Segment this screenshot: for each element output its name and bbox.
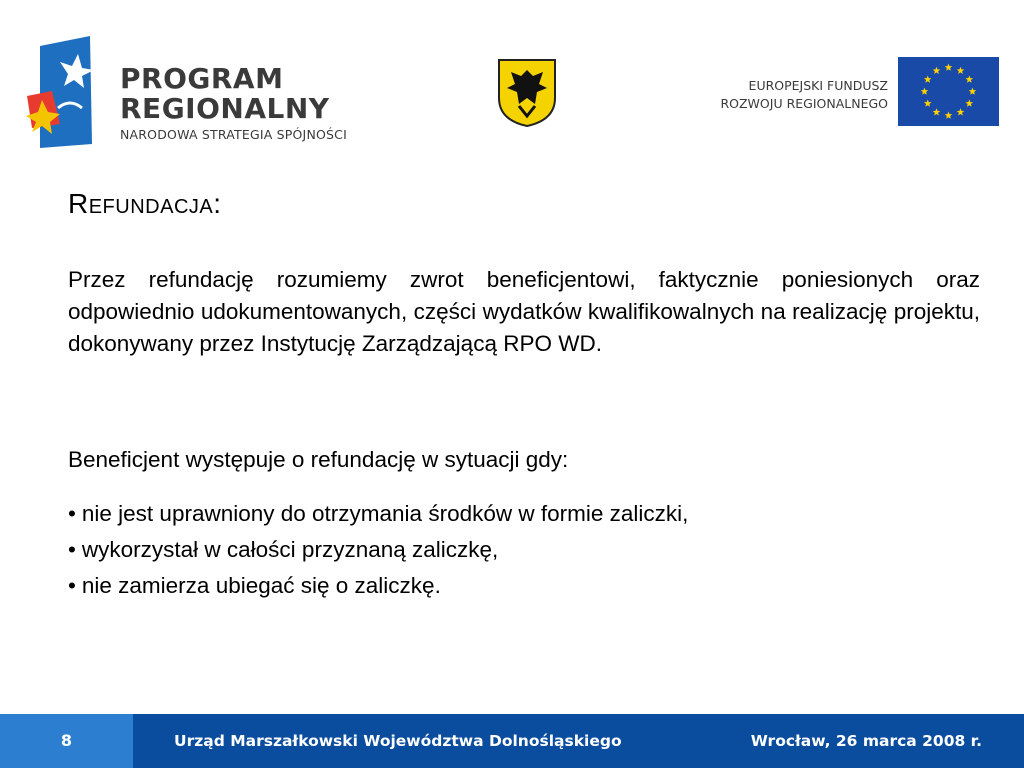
slide-title: Refundacja:: [68, 188, 222, 219]
page-number: 8: [0, 714, 133, 768]
definition-paragraph: Przez refundację rozumiemy zwrot beneficjentowi, faktycznie poniesionych oraz odpowiednio udokumentowanych, części wydatków kwalifikowalnych na realizację projektu, dokonywany przez Instytucję Zarządzającą RPO WD.: [68, 267, 980, 356]
eu-flag-icon: [898, 57, 999, 126]
program-subtitle: NARODOWA STRATEGIA SPÓJNOŚCI: [120, 127, 347, 142]
program-title-line2: REGIONALNY: [120, 92, 330, 125]
eu-fund-text: [720, 77, 888, 113]
institution-name: Urząd Marszałkowski Województwa Dolnośląskiego: [174, 732, 622, 750]
list-item: • nie jest uprawniony do otrzymania środków w formie zaliczki,: [68, 501, 689, 526]
list-item: • nie zamierza ubiegać się o zaliczkę.: [68, 573, 441, 598]
list-item: • wykorzystał w całości przyznaną zaliczkę,: [68, 537, 499, 562]
eu-fund-line2: ROZWOJU REGIONALNEGO: [720, 96, 888, 111]
program-regionalny-logo: [22, 36, 122, 151]
coat-of-arms-icon: [497, 58, 557, 128]
program-regionalny-text: [120, 64, 347, 142]
eu-fund-line1: EUROPEJSKI FUNDUSZ: [748, 78, 888, 93]
program-title-line1: PROGRAM: [120, 62, 284, 95]
condition-intro: Beneficjent występuje o refundację w sytuacji gdy:: [68, 447, 569, 472]
condition-list: [68, 496, 688, 604]
footer-bar: [0, 714, 1024, 768]
place-and-date: Wrocław, 26 marca 2008 r.: [750, 732, 982, 750]
